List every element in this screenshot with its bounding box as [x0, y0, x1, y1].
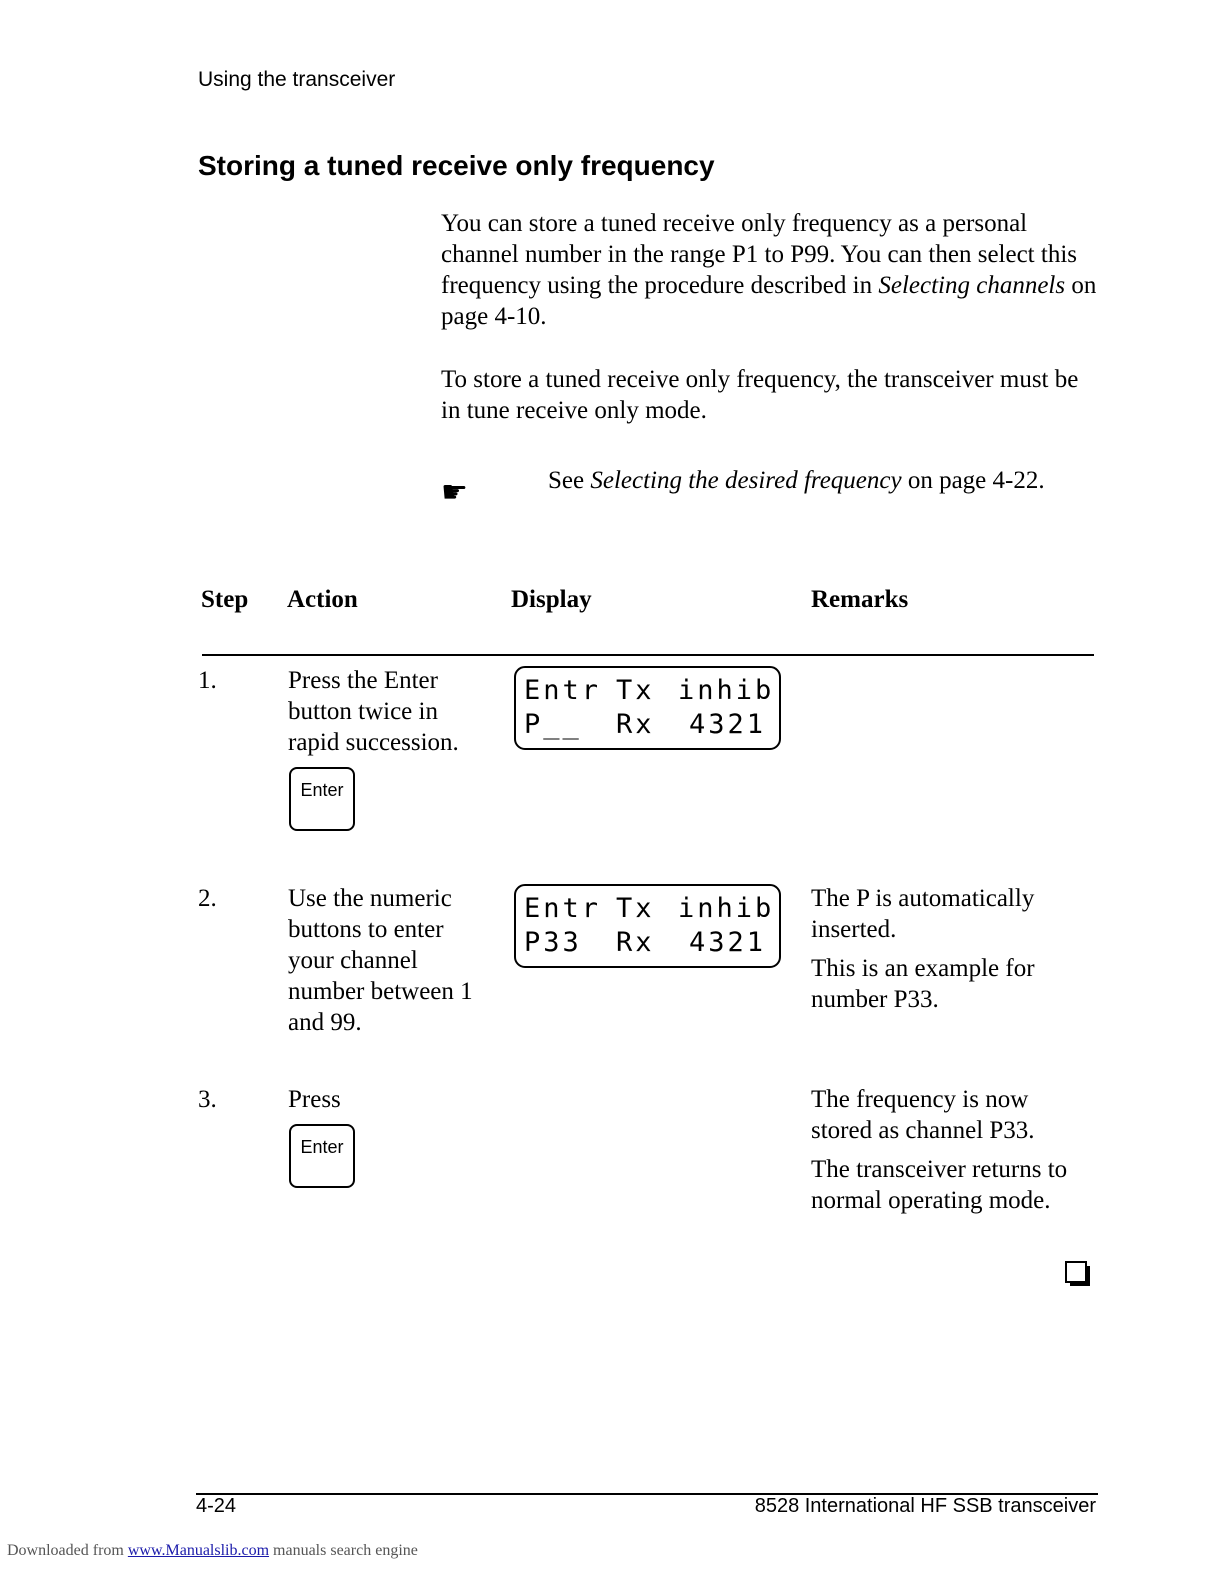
step-number: 1. — [198, 667, 217, 694]
step-action: Use the numeric buttons to enter your channel number between 1 and 99. — [288, 885, 473, 1036]
lcd-display — [514, 884, 781, 968]
cross-reference: Selecting the desired frequency — [590, 467, 902, 494]
step-action: Press the Enter button twice in rapid succession. — [288, 667, 459, 756]
document-title: 8528 International HF SSB transceiver — [754, 1495, 1096, 1517]
intro-paragraph-2: To store a tuned receive only frequency, the transceiver must be in tune receive only mode. — [441, 366, 1079, 424]
cross-reference: Selecting channels — [878, 272, 1066, 299]
column-header-remarks: Remarks — [811, 586, 909, 613]
lcd-display — [514, 666, 781, 750]
step-remark: The transceiver returns to normal operating mode. — [811, 1156, 1068, 1214]
lcd-row-1: Entr Tx inhib — [524, 675, 775, 706]
section-title: Storing a tuned receive only frequency — [198, 150, 715, 181]
manualslib-link[interactable]: www.Manualslib.com — [127, 1542, 270, 1559]
end-of-section-icon — [1065, 1261, 1091, 1287]
enter-key-icon: Enter — [289, 1124, 355, 1188]
step-remark: The P is automatically inserted. — [811, 885, 1035, 943]
pointing-hand-icon: ☛ — [441, 476, 468, 509]
enter-key-icon: Enter — [289, 767, 355, 831]
step-remark: The frequency is now stored as channel P33. — [811, 1086, 1035, 1144]
note-text: See Selecting the desired frequency on page 4-22. — [548, 467, 1045, 494]
lcd-row-2: P__ Rx 4321 — [524, 709, 766, 740]
table-rule — [202, 654, 1094, 656]
step-action: Press — [288, 1086, 341, 1113]
column-header-action: Action — [287, 586, 358, 613]
step-number: 3. — [198, 1086, 217, 1113]
lcd-row-1: Entr Tx inhib — [524, 893, 775, 924]
watermark: Downloaded from www.Manualslib.com manuals search engine — [7, 1542, 418, 1559]
page-number: 4-24 — [196, 1495, 237, 1517]
step-remark: This is an example for number P33. — [811, 955, 1035, 1013]
lcd-row-2: P33 Rx 4321 — [524, 927, 766, 958]
intro-paragraph-1: You can store a tuned receive only frequency as a personal channel number in the range P1 to P99. You can then select this frequency using the procedure described in Selecting channels on page 4-10. — [441, 210, 1097, 330]
column-header-display: Display — [511, 586, 592, 613]
step-number: 2. — [198, 885, 217, 912]
column-header-step: Step — [201, 586, 249, 613]
running-header: Using the transceiver — [198, 68, 396, 91]
